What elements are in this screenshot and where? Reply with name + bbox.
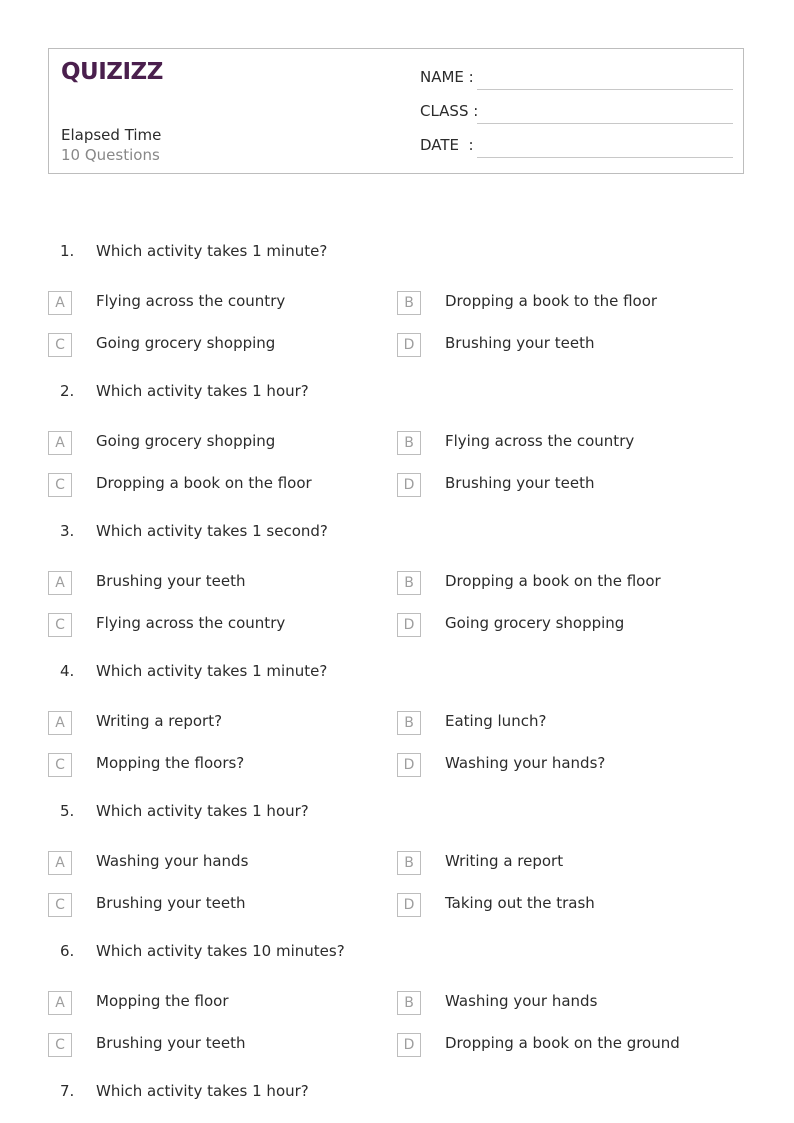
option-text: Flying across the country [96,292,286,310]
answer-option[interactable] [48,291,388,315]
question-number: 3. [60,522,75,540]
answer-option[interactable] [48,851,388,875]
question-count: 10 Questions [61,146,160,164]
option-text: Washing your hands [96,852,249,870]
option-text: Writing a report? [96,712,223,730]
option-letter-box[interactable]: A [48,711,72,735]
option-text: Dropping a book to the floor [445,292,658,310]
option-letter-box[interactable]: D [397,753,421,777]
answer-option[interactable] [397,473,737,497]
question-number: 7. [60,1082,75,1100]
option-text: Going grocery shopping [96,432,276,450]
option-text: Eating lunch? [445,712,547,730]
question-number: 1. [60,242,75,260]
answer-option[interactable] [48,753,388,777]
question-text: Which activity takes 1 hour? [96,382,309,400]
option-text: Going grocery shopping [96,334,276,352]
option-letter-box[interactable]: A [48,571,72,595]
question [0,522,794,552]
question [0,382,794,412]
question-text: Which activity takes 1 minute? [96,662,328,680]
answer-option[interactable] [397,1033,737,1057]
question-text: Which activity takes 1 hour? [96,1082,309,1100]
answer-option[interactable] [397,613,737,637]
option-text: Flying across the country [96,614,286,632]
answer-option[interactable] [397,851,737,875]
option-letter-box[interactable]: D [397,333,421,357]
question [0,802,794,832]
option-letter-box[interactable]: D [397,893,421,917]
option-letter-box[interactable]: B [397,851,421,875]
option-letter-box[interactable]: B [397,431,421,455]
option-text: Brushing your teeth [96,572,246,590]
worksheet-header [48,48,744,174]
option-letter-box[interactable]: A [48,431,72,455]
option-letter-box[interactable]: A [48,851,72,875]
question [0,242,794,272]
option-text: Brushing your teeth [96,1034,246,1052]
question-number: 6. [60,942,75,960]
option-letter-box[interactable]: C [48,473,72,497]
class-label: CLASS : [420,102,479,120]
option-letter-box[interactable]: C [48,613,72,637]
quizizz-logo: QUIZIZZ [61,59,163,85]
answer-option[interactable] [397,991,737,1015]
question [0,942,794,972]
answer-option[interactable] [48,1033,388,1057]
answer-option[interactable] [397,291,737,315]
option-text: Brushing your teeth [96,894,246,912]
option-letter-box[interactable]: D [397,473,421,497]
answer-option[interactable] [48,991,388,1015]
option-text: Brushing your teeth [445,474,595,492]
option-text: Writing a report [445,852,564,870]
question-text: Which activity takes 1 second? [96,522,328,540]
option-letter-box[interactable]: C [48,753,72,777]
answer-option[interactable] [397,753,737,777]
question [0,1082,794,1112]
answer-option[interactable] [397,893,737,917]
answer-option[interactable] [397,333,737,357]
date-label: DATE : [420,136,474,154]
option-letter-box[interactable]: A [48,991,72,1015]
option-letter-box[interactable]: B [397,291,421,315]
option-text: Brushing your teeth [445,334,595,352]
option-text: Mopping the floors? [96,754,245,772]
option-letter-box[interactable]: A [48,291,72,315]
option-text: Flying across the country [445,432,635,450]
option-letter-box[interactable]: D [397,1033,421,1057]
option-letter-box[interactable]: B [397,711,421,735]
class-line [477,123,733,124]
question-text: Which activity takes 1 minute? [96,242,328,260]
option-text: Washing your hands? [445,754,606,772]
option-letter-box[interactable]: C [48,1033,72,1057]
answer-option[interactable] [48,431,388,455]
name-label: NAME : [420,68,474,86]
answer-option[interactable] [48,711,388,735]
answer-option[interactable] [48,473,388,497]
answer-option[interactable] [48,571,388,595]
option-letter-box[interactable]: C [48,893,72,917]
answer-option[interactable] [48,893,388,917]
answer-option[interactable] [48,613,388,637]
question [0,662,794,692]
option-letter-box[interactable]: C [48,333,72,357]
option-text: Dropping a book on the floor [96,474,312,492]
name-line [477,89,733,90]
option-text: Dropping a book on the ground [445,1034,680,1052]
option-text: Going grocery shopping [445,614,625,632]
date-line [477,157,733,158]
question-text: Which activity takes 1 hour? [96,802,309,820]
option-letter-box[interactable]: B [397,571,421,595]
question-number: 2. [60,382,75,400]
question-number: 5. [60,802,75,820]
answer-option[interactable] [397,431,737,455]
answer-option[interactable] [397,711,737,735]
answer-option[interactable] [397,571,737,595]
question-number: 4. [60,662,75,680]
answer-option[interactable] [48,333,388,357]
question-text: Which activity takes 10 minutes? [96,942,345,960]
option-text: Mopping the floor [96,992,229,1010]
option-text: Dropping a book on the floor [445,572,661,590]
option-letter-box[interactable]: B [397,991,421,1015]
option-text: Taking out the trash [445,894,595,912]
worksheet-title: Elapsed Time [61,126,162,144]
option-text: Washing your hands [445,992,598,1010]
option-letter-box[interactable]: D [397,613,421,637]
